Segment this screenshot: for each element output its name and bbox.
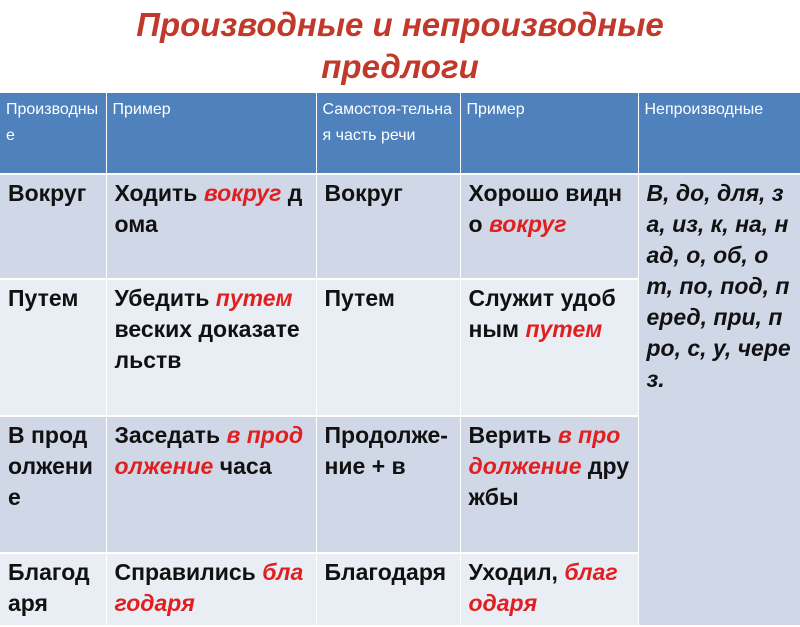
example-1 [106, 416, 316, 553]
example-1 [106, 174, 316, 279]
header-example-2: Пример [460, 93, 638, 174]
example-2-highlight: путем [525, 316, 603, 342]
example-1-text: Заседать [114, 422, 227, 448]
example-2-highlight: благодаря [468, 559, 618, 616]
part-of-speech: Путем [316, 279, 460, 416]
derived-word: Путем [0, 279, 106, 416]
example-2 [460, 174, 638, 279]
part-of-speech: Благодаря [316, 553, 460, 626]
example-1-tail: дома [114, 180, 303, 237]
example-1-text: Справились [114, 559, 263, 585]
example-2-highlight: в продолжение [468, 422, 621, 479]
example-1-highlight: вокруг [203, 180, 282, 206]
example-1 [106, 553, 316, 626]
slide-title [0, 4, 800, 88]
example-1-tail: веских доказательств [114, 316, 300, 373]
example-1-tail: часа [213, 453, 272, 479]
example-2 [460, 416, 638, 553]
example-1-highlight: благодаря [114, 559, 304, 616]
nonderived-list: В, до, для, за, из, к, на, над, о, об, от, по, под, перед, при, про, с, у, через. [638, 174, 800, 626]
example-2 [460, 553, 638, 626]
derived-word: Благодаря [0, 553, 106, 626]
header-example-1: Пример [106, 93, 316, 174]
title-line-2: предлоги [321, 48, 479, 85]
part-of-speech: Вокруг [316, 174, 460, 279]
derived-word: В продолжение [0, 416, 106, 553]
example-1-highlight: путем [215, 285, 293, 311]
example-2-text: Служит удобным [468, 285, 616, 342]
example-1-highlight: в продолжение [114, 422, 304, 479]
example-2 [460, 279, 638, 416]
header-nonderived: Непроизводные [638, 93, 800, 174]
title-line-1: Производные и непроизводные [136, 6, 664, 43]
prepositions-table [0, 93, 800, 627]
example-2-text: Хорошо видно [468, 180, 623, 237]
example-2-tail: дружбы [468, 453, 630, 510]
example-1 [106, 279, 316, 416]
example-2-text: Уходил, [468, 559, 565, 585]
derived-word: Вокруг [0, 174, 106, 279]
part-of-speech: Продолже- ние + в [316, 416, 460, 553]
table-header-row [0, 93, 800, 174]
header-part-of-speech: Самостоя-тельная часть речи [316, 93, 460, 174]
example-2-text: Верить [468, 422, 558, 448]
header-derived: Производные [0, 93, 106, 174]
table-row [0, 174, 800, 279]
example-1-text: Ходить [114, 180, 204, 206]
example-2-highlight: вокруг [488, 211, 567, 237]
example-1-text: Убедить [114, 285, 216, 311]
